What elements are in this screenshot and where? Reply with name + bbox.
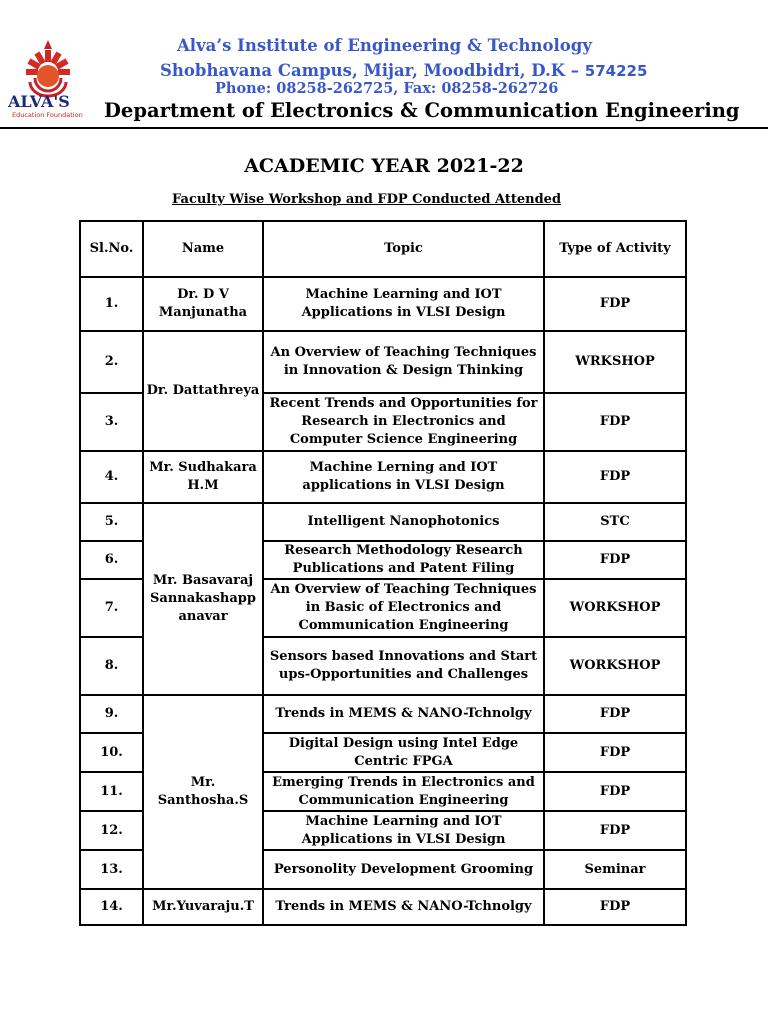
row-topic: Trends in MEMS & NANO-Tchnolgy xyxy=(263,695,544,733)
table-row xyxy=(80,889,686,925)
row-slno: 14. xyxy=(80,889,143,925)
row-slno: 9. xyxy=(80,695,143,733)
row-slno: 13. xyxy=(80,850,143,889)
row-type: FDP xyxy=(544,733,686,772)
row-topic: Digital Design using Intel Edge Centric FPGA xyxy=(263,733,544,772)
row-slno: 11. xyxy=(80,772,143,811)
row-type: FDP xyxy=(544,889,686,925)
row-type: FDP xyxy=(544,695,686,733)
row-slno: 4. xyxy=(80,451,143,503)
header-topic: Topic xyxy=(263,221,544,277)
row-name: Mr.Yuvaraju.T xyxy=(143,889,263,925)
row-topic: Recent Trends and Opportunities for Research in Electronics and Computer Science Engineering xyxy=(263,393,544,451)
row-type: FDP xyxy=(544,393,686,451)
table-row xyxy=(80,503,686,541)
table-row xyxy=(80,277,686,331)
row-type: FDP xyxy=(544,541,686,579)
table-row xyxy=(80,695,686,733)
row-slno: 1. xyxy=(80,277,143,331)
table-subtitle: Faculty Wise Workshop and FDP Conducted Attended xyxy=(172,192,562,207)
row-type: FDP xyxy=(544,277,686,331)
row-type: FDP xyxy=(544,451,686,503)
logo-subtext: Education Foundation xyxy=(12,111,83,119)
row-type: FDP xyxy=(544,772,686,811)
pincode: 574225 xyxy=(584,62,648,80)
department-title: Department of Electronics & Communication Engineering xyxy=(104,99,740,122)
table-row xyxy=(80,331,686,393)
row-type: Seminar xyxy=(544,850,686,889)
row-slno: 2. xyxy=(80,331,143,393)
row-slno: 10. xyxy=(80,733,143,772)
row-slno: 8. xyxy=(80,637,143,695)
row-topic: Sensors based Innovations and Start ups-Opportunities and Challenges xyxy=(263,637,544,695)
row-name: Mr. Sudhakara H.M xyxy=(143,451,263,503)
table-row xyxy=(80,451,686,503)
row-topic: An Overview of Teaching Techniques in Basic of Electronics and Communication Engineering xyxy=(263,579,544,637)
campus-text: Shobhavana Campus, Mijar, Moodbidri, D.K – xyxy=(160,61,580,80)
row-topic: An Overview of Teaching Techniques in Innovation & Design Thinking xyxy=(263,331,544,393)
row-topic: Intelligent Nanophotonics xyxy=(263,503,544,541)
row-type: WORKSHOP xyxy=(544,579,686,637)
row-type: STC xyxy=(544,503,686,541)
academic-year-title: ACADEMIC YEAR 2021-22 xyxy=(244,155,524,177)
institute-campus xyxy=(160,61,647,80)
faculty-activity-table xyxy=(79,220,687,926)
alvas-logo xyxy=(8,38,100,120)
alvas-logo-emblem xyxy=(8,38,100,120)
row-name: Dr. Dattathreya xyxy=(143,331,263,451)
row-topic: Machine Learning and IOT Applications in VLSI Design xyxy=(263,277,544,331)
row-name: Dr. D V Manjunatha xyxy=(143,277,263,331)
row-topic: Research Methodology Research Publications and Patent Filing xyxy=(263,541,544,579)
logo-text: ALVA'S xyxy=(8,92,70,111)
row-topic: Emerging Trends in Electronics and Communication Engineering xyxy=(263,772,544,811)
row-type: WORKSHOP xyxy=(544,637,686,695)
row-topic: Personolity Development Grooming xyxy=(263,850,544,889)
row-topic: Trends in MEMS & NANO-Tchnolgy xyxy=(263,889,544,925)
row-topic: Machine Lerning and IOT applications in VLSI Design xyxy=(263,451,544,503)
row-type: WRKSHOP xyxy=(544,331,686,393)
row-slno: 6. xyxy=(80,541,143,579)
row-name: Mr. Basavaraj Sannakashapp anavar xyxy=(143,503,263,695)
header-slno: Sl.No. xyxy=(80,221,143,277)
header-name: Name xyxy=(143,221,263,277)
row-slno: 7. xyxy=(80,579,143,637)
row-type: FDP xyxy=(544,811,686,850)
row-topic: Machine Learning and IOT Applications in VLSI Design xyxy=(263,811,544,850)
row-slno: 12. xyxy=(80,811,143,850)
row-slno: 3. xyxy=(80,393,143,451)
table-header-row xyxy=(80,221,686,277)
row-name: Mr. Santhosha.S xyxy=(143,695,263,889)
institute-name: Alva’s Institute of Engineering & Technology xyxy=(177,36,592,55)
header-divider xyxy=(0,127,768,129)
header-type: Type of Activity xyxy=(544,221,686,277)
row-slno: 5. xyxy=(80,503,143,541)
institute-phone: Phone: 08258-262725, Fax: 08258-262726 xyxy=(215,80,559,97)
